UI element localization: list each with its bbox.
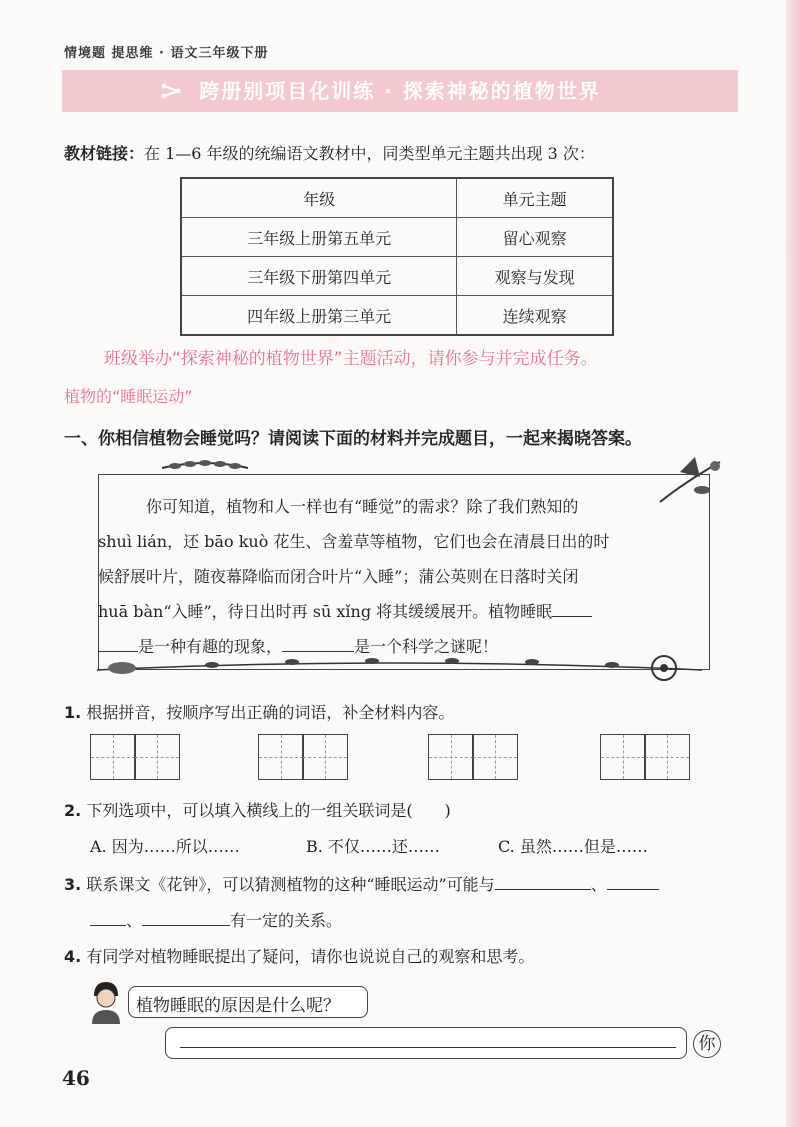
- grid-cell[interactable]: [644, 734, 690, 780]
- question-number: 2.: [64, 801, 82, 820]
- link-text: 在 1—6 年级的统编语文教材中，同类型单元主题共出现 3 次：: [144, 144, 595, 163]
- grid-cell[interactable]: [90, 734, 136, 780]
- activity-intro: 班级举办“探索神秘的植物世界”主题活动，请你参与并完成任务。: [104, 349, 598, 369]
- table-cell: 观察与发现: [457, 257, 613, 296]
- grid-cell[interactable]: [428, 734, 474, 780]
- option-b[interactable]: B. 不仅……还……: [306, 837, 440, 856]
- separator: 、: [126, 911, 143, 930]
- option-c[interactable]: C. 虽然……但是……: [498, 837, 648, 856]
- passage-text: huā bàn“入睡”，待日出时再 sū xǐng 将其缓缓展开。植物睡眠: [98, 602, 553, 621]
- page-edge: [786, 0, 800, 1127]
- link-label: 教材链接：: [64, 144, 145, 163]
- question-text: 根据拼音，按顺序写出正确的词语，补全材料内容。: [86, 703, 455, 722]
- question-text: 下列选项中，可以填入横线上的一组关联词是( ): [86, 801, 451, 820]
- grid-cell[interactable]: [302, 734, 348, 780]
- passage-line: shuì lián，还 bāo kuò 花生、含羞草等植物，它们也会在清晨日出的时: [98, 532, 610, 551]
- vine-decoration-icon: [92, 652, 712, 686]
- page-number: 46: [62, 1066, 90, 1090]
- passage-line: [98, 599, 592, 622]
- you-label: 你: [693, 1030, 721, 1058]
- table-cell: 三年级上册第五单元: [181, 218, 457, 257]
- question-3-cont: [90, 908, 342, 931]
- answer-bubble[interactable]: [165, 1027, 687, 1059]
- question-2: [64, 798, 451, 821]
- passage-line: 你可知道，植物和人一样也有“睡觉”的需求？除了我们熟知的: [146, 497, 579, 516]
- answer-blank[interactable]: [607, 888, 659, 890]
- table-header: 年级: [181, 178, 457, 218]
- book-title: 情境题 提思维 · 语文三年级下册: [64, 46, 269, 61]
- table-header-row: [181, 178, 613, 218]
- section-title: 植物的“睡眠运动”: [64, 387, 193, 406]
- question-1: [64, 700, 454, 723]
- question-3: [64, 872, 659, 895]
- question-number: 3.: [64, 875, 82, 894]
- question-text: 联系课文《花钟》，可以猜测植物的这种“睡眠运动”可能与: [86, 875, 495, 894]
- question-number: 1.: [64, 703, 82, 722]
- table-cell: 连续观察: [457, 296, 613, 336]
- answer-blank[interactable]: [142, 924, 230, 926]
- bubble-question: 植物睡眠的原因是什么呢？: [136, 996, 340, 1016]
- question-text: 有同学对植物睡眠提出了疑问，请你也说说自己的观察和思考。: [86, 947, 535, 966]
- student-avatar-icon: [88, 980, 124, 1024]
- answer-blank[interactable]: [90, 924, 126, 926]
- answer-line[interactable]: [180, 1047, 676, 1048]
- table-row: [181, 257, 613, 296]
- question-text: 有一定的关系。: [230, 911, 343, 930]
- grid-cell[interactable]: [600, 734, 646, 780]
- question-number: 4.: [64, 947, 82, 966]
- unit-table: [180, 177, 614, 336]
- passage-line: 候舒展叶片，随夜幕降临而闭合叶片“入睡”；蒲公英则在日落时关闭: [98, 567, 579, 586]
- table-cell: 四年级上册第三单元: [181, 296, 457, 336]
- table-row: [181, 218, 613, 257]
- option-a[interactable]: A. 因为……所以……: [90, 837, 240, 856]
- table-row: [181, 296, 613, 336]
- passage-text: 是一种有趣的现象，: [138, 637, 283, 656]
- question-4: [64, 944, 534, 967]
- banner-title: 跨册别项目化训练 · 探索神秘的植物世界: [199, 79, 601, 103]
- banner: [62, 70, 738, 112]
- grid-cell[interactable]: [472, 734, 518, 780]
- grid-cell[interactable]: [134, 734, 180, 780]
- table-cell: 留心观察: [457, 218, 613, 257]
- task-one: 一、你相信植物会睡觉吗？请阅读下面的材料并完成题目，一起来揭晓答案。: [64, 429, 642, 449]
- table-header: 单元主题: [457, 178, 613, 218]
- answer-blank[interactable]: [552, 615, 592, 617]
- separator: 、: [590, 875, 607, 894]
- textbook-link: [64, 141, 595, 164]
- table-cell: 三年级下册第四单元: [181, 257, 457, 296]
- passage-text: 是一个科学之谜呢！: [354, 637, 499, 656]
- answer-blank[interactable]: [495, 888, 591, 890]
- grid-cell[interactable]: [258, 734, 304, 780]
